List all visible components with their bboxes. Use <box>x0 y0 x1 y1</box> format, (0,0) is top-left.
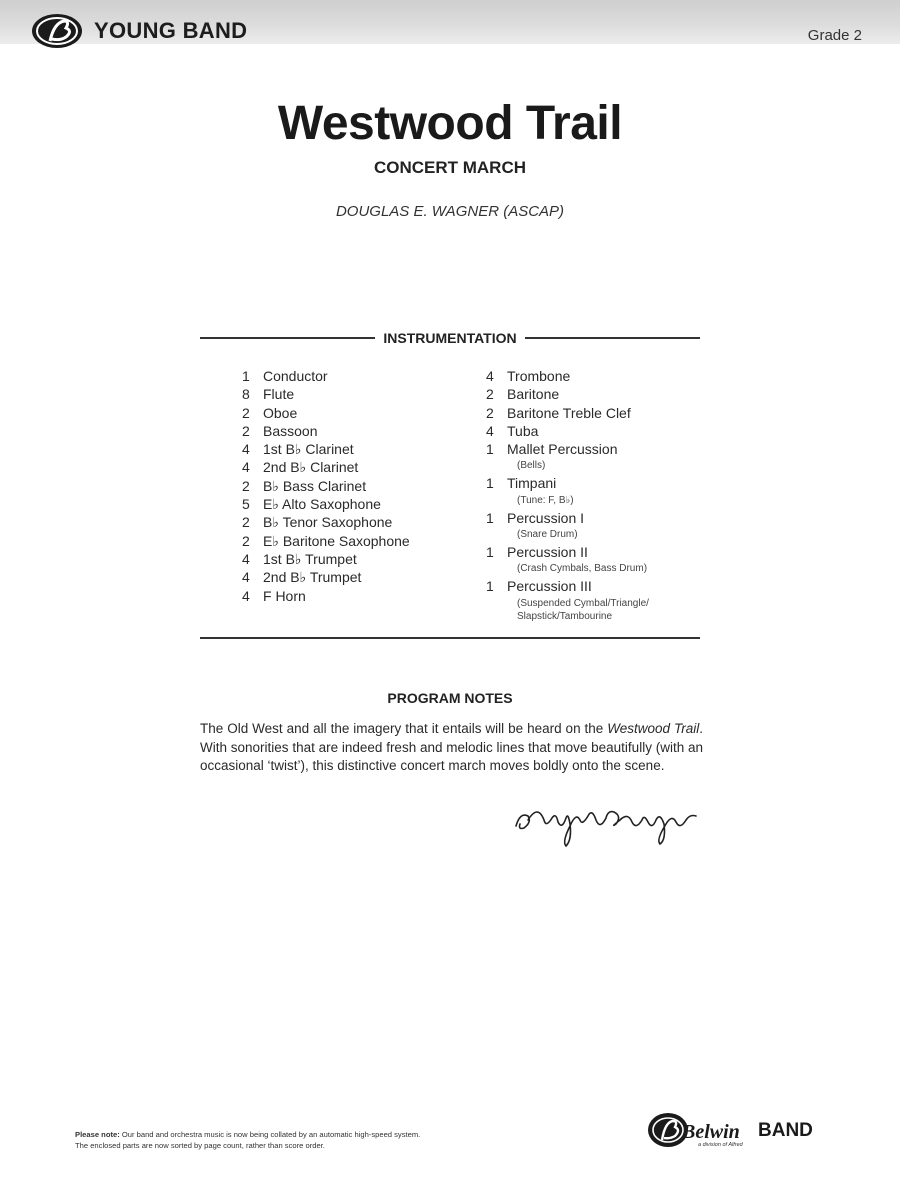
instrument-qty: 4 <box>242 459 250 476</box>
instrument-qty: 1 <box>486 509 494 526</box>
publisher-brand: Belwin <box>682 1121 740 1143</box>
instrument-name: Baritone Treble Clef <box>507 404 631 421</box>
list-item <box>486 368 649 386</box>
instrument-name: 1st B♭ Clarinet <box>263 441 354 458</box>
page-title: Westwood Trail <box>277 97 623 150</box>
signature-image <box>510 790 705 855</box>
list-item <box>242 514 410 532</box>
list-item <box>242 533 410 551</box>
instrument-name: 1st B♭ Trumpet <box>263 550 357 567</box>
instrument-qty: 2 <box>242 422 250 439</box>
instrument-qty: 2 <box>486 386 494 403</box>
instrument-qty: 4 <box>242 569 250 586</box>
instrument-note: Slapstick/Tambourine <box>517 610 613 622</box>
instrument-name: Trombone <box>507 368 571 384</box>
instrument-name: Timpani <box>507 475 557 492</box>
belwin-logo-icon <box>646 1108 758 1157</box>
divider <box>200 637 700 639</box>
instrument-name: F Horn <box>263 587 306 604</box>
instrument-qty: 4 <box>242 441 250 458</box>
instrument-name: B♭ Tenor Saxophone <box>263 514 393 531</box>
instrumentation-label: INSTRUMENTATION <box>383 330 517 346</box>
instrument-name: Conductor <box>263 368 328 384</box>
instrument-list-left <box>242 368 410 606</box>
list-item <box>486 578 649 622</box>
instrument-name: Oboe <box>263 404 298 421</box>
instrument-name: Baritone <box>507 386 560 403</box>
instrument-name: 2nd B♭ Trumpet <box>263 569 362 586</box>
instrument-qty: 2 <box>242 404 250 421</box>
publisher-logo <box>646 1108 846 1154</box>
list-item <box>242 551 410 569</box>
instrument-qty: 4 <box>486 368 494 384</box>
list-item <box>486 405 649 423</box>
instrument-qty: 2 <box>242 514 250 531</box>
instrument-qty: 1 <box>242 368 250 384</box>
instrument-name: Percussion I <box>507 509 585 526</box>
instrument-qty: 2 <box>242 477 250 494</box>
list-item <box>242 405 410 423</box>
footer-note-text: The enclosed parts are now sorted by page count, rather than score order. <box>75 1141 325 1150</box>
instrument-note: (Crash Cymbals, Bass Drum) <box>517 563 648 575</box>
list-item <box>486 475 649 506</box>
instrument-qty: 1 <box>486 544 494 561</box>
instrument-name: E♭ Baritone Saxophone <box>263 532 410 549</box>
list-item <box>486 510 649 541</box>
instrument-name: E♭ Alto Saxophone <box>263 496 381 513</box>
instrument-name: Flute <box>263 386 295 403</box>
instrument-qty: 1 <box>486 475 494 492</box>
notes-text-title: Westwood Trail <box>607 721 700 736</box>
list-item <box>242 368 410 386</box>
instrument-qty: 1 <box>486 441 494 458</box>
divider <box>525 337 700 339</box>
program-notes-text <box>200 720 703 776</box>
instrument-qty: 2 <box>486 404 494 421</box>
instrument-qty: 4 <box>242 550 250 567</box>
instrument-qty: 1 <box>486 578 494 595</box>
publisher-band: BAND <box>758 1120 813 1141</box>
list-item <box>242 386 410 404</box>
program-notes-heading: PROGRAM NOTES <box>387 690 513 706</box>
notes-text-part: The Old West and all the imagery that it entails will be heard on the <box>200 721 608 736</box>
list-item <box>486 544 649 575</box>
young-band-logo-icon <box>30 11 84 56</box>
footer-note-label: Please note: <box>75 1130 120 1139</box>
grade-label: Grade 2 <box>807 27 862 44</box>
instrument-qty: 5 <box>242 496 250 513</box>
instrument-list-right <box>486 368 649 626</box>
divider <box>200 337 375 339</box>
instrument-qty: 2 <box>242 532 250 549</box>
list-item <box>242 496 410 514</box>
instrument-name: Bassoon <box>263 422 318 439</box>
instrument-qty: 4 <box>242 587 250 604</box>
instrument-name: Percussion III <box>507 578 592 595</box>
list-item <box>242 441 410 459</box>
publisher-tagline: a division of Alfred <box>698 1142 743 1148</box>
instrument-name: Percussion II <box>507 544 588 561</box>
composer: DOUGLAS E. WAGNER (ASCAP) <box>335 203 565 220</box>
list-item <box>242 423 410 441</box>
notes-text-part: . With sonorities that are indeed fresh and melodic lines that move beautifully (with an occasional ‘twist’), this distinctive concert march moves boldly onto the scene. <box>200 721 703 774</box>
list-item <box>242 459 410 477</box>
instrument-name: Tuba <box>507 422 539 439</box>
instrument-qty: 8 <box>242 386 250 403</box>
instrument-qty: 4 <box>486 422 494 439</box>
instrument-note: (Suspended Cymbal/Triangle/ <box>517 597 649 609</box>
list-item <box>486 441 649 472</box>
list-item <box>242 588 410 606</box>
footer-note <box>75 1129 535 1151</box>
instrument-name: B♭ Bass Clarinet <box>263 477 367 494</box>
instrument-note: (Snare Drum) <box>517 529 578 541</box>
list-item <box>242 569 410 587</box>
instrument-name: 2nd B♭ Clarinet <box>263 459 359 476</box>
instrument-name: Mallet Percussion <box>507 441 618 458</box>
instrument-note: (Bells) <box>517 460 546 472</box>
subtitle: CONCERT MARCH <box>373 158 527 177</box>
list-item <box>486 386 649 404</box>
list-item <box>486 423 649 441</box>
list-item <box>242 478 410 496</box>
footer-note-text: Our band and orchestra music is now being collated by an automatic high-speed system. <box>119 1130 421 1139</box>
instrument-note: (Tune: F, B♭) <box>517 494 574 506</box>
series-name: YOUNG BAND <box>94 18 248 43</box>
instrumentation-heading <box>200 330 700 346</box>
